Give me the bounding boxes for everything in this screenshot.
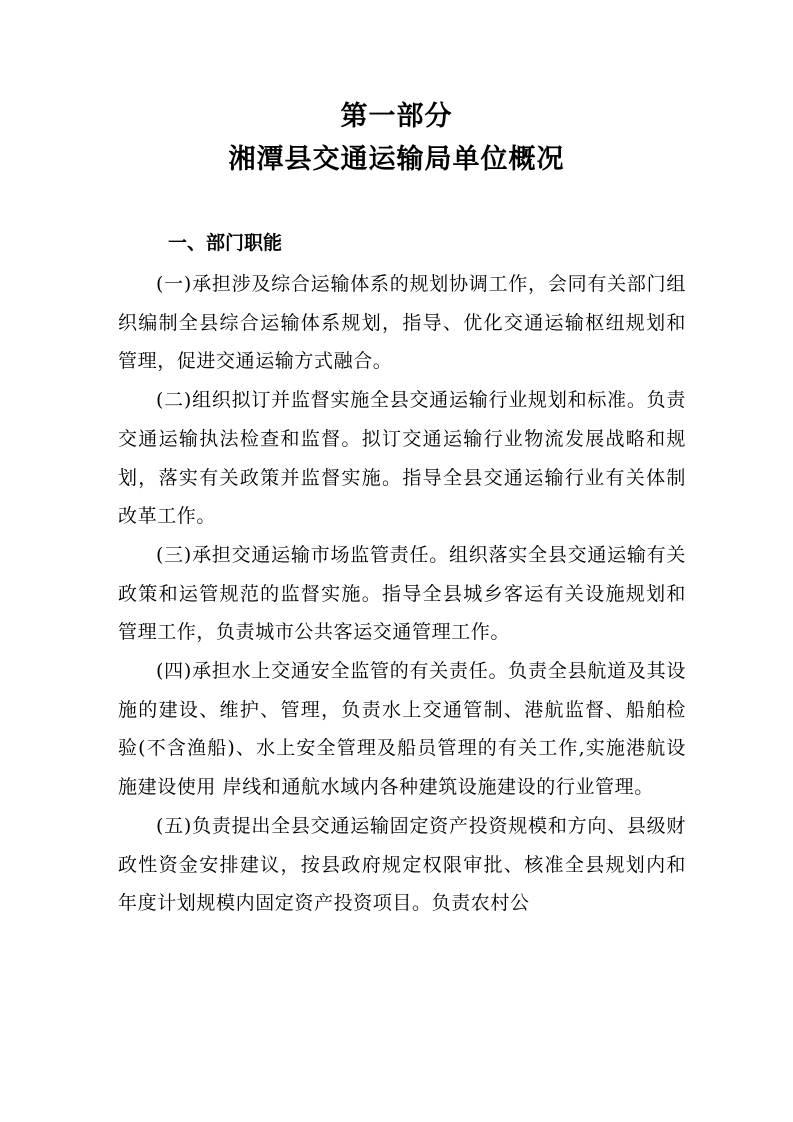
- unit-overview-title: 湘潭县交通运输局单位概况: [228, 144, 565, 175]
- document-body: [118, 265, 686, 923]
- part-title: 第一部分: [340, 101, 453, 132]
- paragraph-2: (二)组织拟订并监督实施全县交通运输行业规划和标准。负责交通运输执法检查和监督。拟订交通运输行业物流发展战略和规划，落实有关政策并监督实施。指导全县交通运输行业有关体制改革工作。: [118, 389, 686, 528]
- paragraph-3: (三)承担交通运输市场监管责任。组织落实全县交通运输有关政策和运管规范的监督实施。指导全县城乡客运有关设施规划和管理工作，负责城市公共客运交通管理工作。: [118, 543, 686, 644]
- section-heading-department-functions: 一、部门职能: [168, 232, 283, 254]
- paragraph-4: (四)承担水上交通安全监管的有关责任。负责全县航道及其设施的建设、维护、管理，负责水上交通管制、港航监督、船舶检验(不含渔船)、水上安全管理及船员管理的有关工作,实施港航设施建设使用 岸线和通航水域内各种建筑设施建设的行业管理。: [118, 660, 686, 799]
- paragraph-5: (五)负责提出全县交通运输固定资产投资规模和方向、县级财政性资金安排建议，按县政府规定权限审批、核准全县规划内和年度计划规模内固定资产投资项目。负责农村公: [118, 814, 686, 915]
- paragraph-1: (一)承担涉及综合运输体系的规划协调工作，会同有关部门组织编制全县综合运输体系规划，指导、优化交通运输枢纽规划和管理，促进交通运输方式融合。: [118, 273, 686, 373]
